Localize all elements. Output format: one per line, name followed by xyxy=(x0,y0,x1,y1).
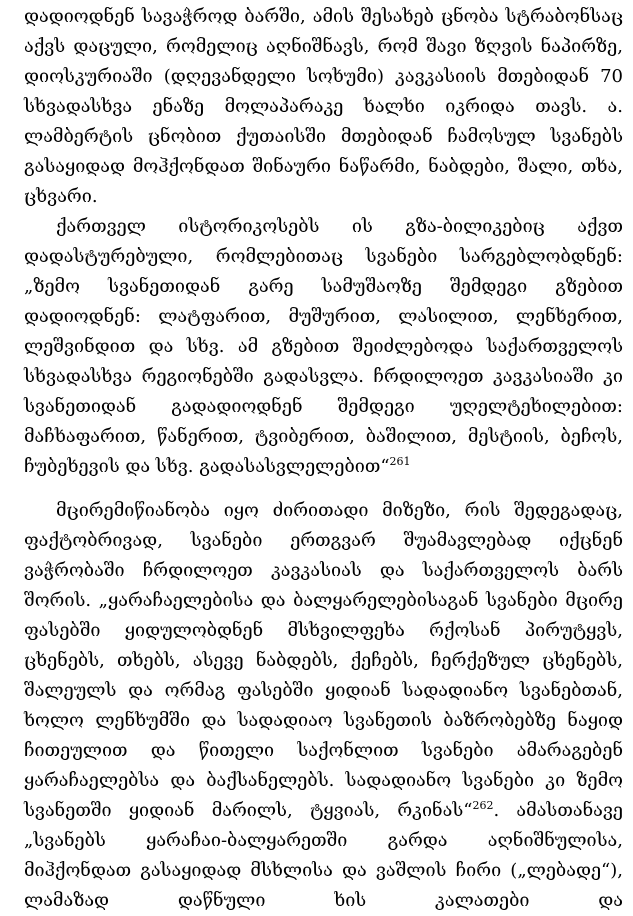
footnote-ref-261: 261 xyxy=(389,455,411,468)
paragraph-mountain-passes xyxy=(24,212,623,482)
paragraph-intermediary-trade-text-a: მცირემიწიანობა იყო ძირითადი მიზეზი, რის შედეგადაც, ფაქტობრივად, სვანები ერთგვარ შუამავლებად იქცნენ ვაჭრობაში ჩრდილოეთ კავკასიას და საქართველოს ბარს შორის. „ყარაჩაელებისა და ბალყარელებისაგან სვანები მცირე ფასებში ყიდულობდნენ მსხვილფეხა რქოსან პირუტყვს, ცხენებს, თხებს, ასევე ნაბდებს, ქეჩებს, ჩერქეზულ ცხენებს, შალეულს და ორმაგ ფასებში ყიდიან სადადიანო სვანებთან, ხოლო ლენხუმში და სადადიაო სვანეთის ბაზრობებზე ნაყიდ ჩითეულით და წითელი საქონლით სვანები ამარაგებენ ყარაჩაელებსა და ბაქსანელებს. სადადიანო სვანები კი ზემო სვანეთში ყიდიან მარილს, ტყვიას, რკინას“ xyxy=(24,500,623,821)
paragraph-mountain-passes-text: ქართველ ისტორიკოსებს ის გზა-ბილიკებიც აქვთ დადასტურებული, რომლებითაც სვანები სარგებლობდნენ: „ზემო სვანეთიდან გარე სამუშაოზე შემდეგი გზებით დადიოდნენ: ლატფარით, მუშურით, ლასილით, ლენხერით, ლეშვინდით და სხვ. ამ გზებით შეიძლებოდა საქართველოს სხვადასხვა რეგიონებში გადასვლა. ჩრდილოეთ კავკასიაში კი სვანეთიდან გადადიოდნენ შემდეგი უღელტეხილებით: მაჩხაფარით, წანერით, ტვიბერით, ბაშილით, მესტიის, ბეჩოს, ჩუბეხევის და სხვ. გადასასვლელებით“ xyxy=(24,216,623,477)
footnote-ref-262: 262 xyxy=(472,799,494,812)
paragraph-intermediary-trade-text-b: . ამასთანავე „სვანებს ყარაჩაი-ბალყარეთში გარდა აღნიშნულისა, მიჰქონდათ გასაყიდად მსხლისა და ვაშლის ჩირი („ლებადე“), ლამაზად დაწნული ხის კალათები და xyxy=(24,800,623,911)
paragraph-trade-in-lowlands: დადიოდნენ სავაჭროდ ბარში, ამის შესახებ ცნობა სტრაბონსაც აქვს დაცული, რომელიც აღნიშნავს, რომ შავი ზღვის ნაპირზე, დიოსკურიაში (დღევანდელი სოხუმი) კავკასიის მთებიდან 70 სხვადასხვა ენაზე მოლაპარაკე ხალხი იკრიდა თავს. ა. ლამბერტის ცნობით ქუთაისში მთებიდან ჩამოსულ სვანებს გასაყიდად მოჰქონდათ შინაური ნაწარმი, ნაბდები, შალი, თხა, ცხვარი. xyxy=(24,6,623,207)
paragraph-intermediary-trade xyxy=(24,496,623,916)
